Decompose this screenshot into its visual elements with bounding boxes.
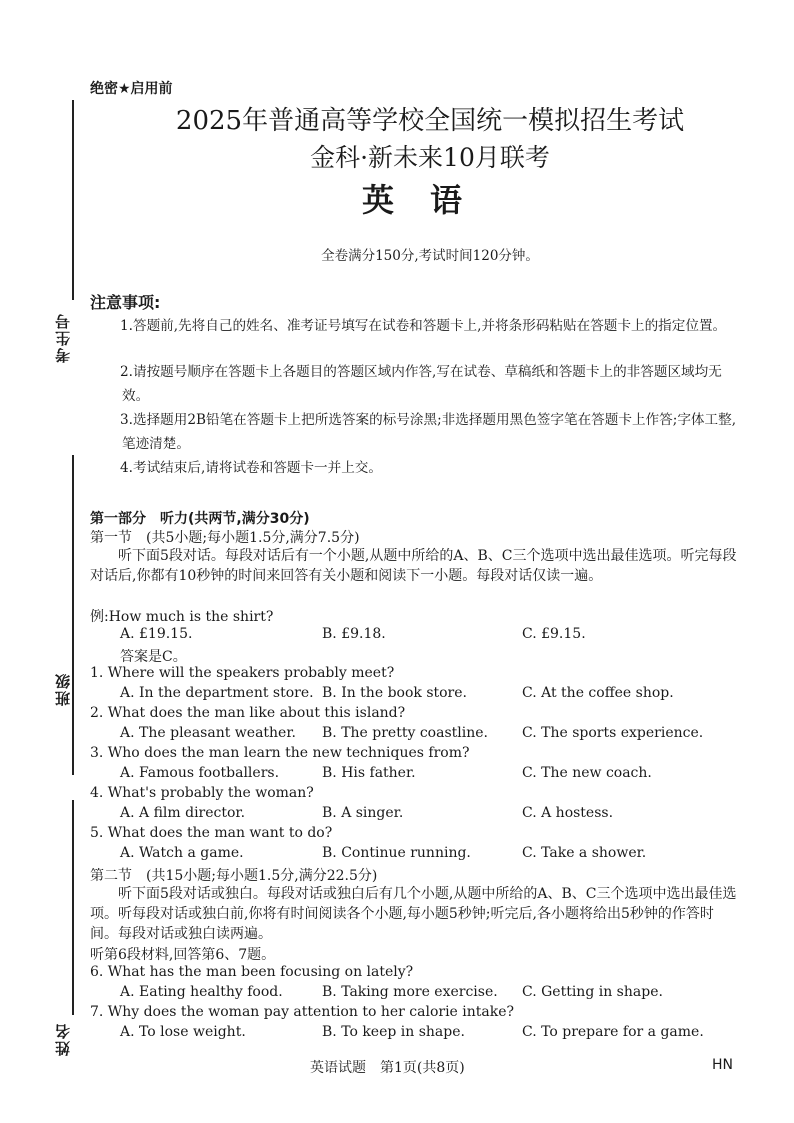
example-option-c: C. £9.15. [522, 626, 586, 642]
q7-option-a: A. To lose weight. [120, 1024, 246, 1040]
q1-option-c: C. At the coffee shop. [522, 685, 674, 701]
exam-number-label: 考生号 [54, 312, 72, 363]
q4-option-b: B. A singer. [322, 805, 404, 821]
material-6-intro: 听第6段材料,回答第6、7题。 [90, 947, 276, 963]
example-question: 例:How much is the shirt? [90, 609, 274, 625]
q7-option-c: C. To prepare for a game. [522, 1024, 704, 1040]
q5-option-b: B. Continue running. [322, 845, 471, 861]
margin-line-middle [72, 455, 74, 775]
question-3: 3. Who does the man learn the new techniques from? [90, 745, 470, 761]
subject-title: 英语 [361, 181, 498, 219]
q4-option-c: C. A hostess. [522, 805, 614, 821]
question-2: 2. What does the man like about this island? [90, 705, 406, 721]
question-7: 7. Why does the woman pay attention to her calorie intake? [90, 1004, 515, 1020]
section2-instructions: 听下面5段对话或独白。每段对话或独白后有几个小题,从题中所给的A、B、C三个选项中选出最佳选项。听每段对话或独白前,你将有时间阅读各个小题,每小题5秒钟;听完后,各小题将给出5秒钟的作答时间。每段对话或独白读两遍。 [90, 886, 737, 942]
section1-title: 第一节 (共5小题;每小题1.5分,满分7.5分) [90, 530, 360, 546]
q3-option-b: B. His father. [322, 765, 416, 781]
section1-instructions: 听下面5段对话。每段对话后有一个小题,从题中所给的A、B、C三个选项中选出最佳选项。听完每段对话后,你都有10秒钟的时间来回答有关小题和阅读下一小题。每段对话仅读一遍。 [90, 548, 737, 584]
part1-title: 第一部分 听力(共两节,满分30分) [90, 511, 310, 527]
question-4: 4. What's probably the woman? [90, 785, 314, 801]
q2-option-b: B. The pretty coastline. [322, 725, 488, 741]
q3-option-c: C. The new coach. [522, 765, 652, 781]
name-label: 姓名 [54, 1022, 72, 1056]
question-1: 1. Where will the speakers probably meet? [90, 665, 395, 681]
q1-option-a: A. In the department store. [120, 685, 314, 701]
score-info: 全卷满分150分,考试时间120分钟。 [321, 248, 539, 264]
q5-option-a: A. Watch a game. [120, 845, 244, 861]
question-6: 6. What has the man been focusing on lately? [90, 964, 414, 980]
notice-item-2: 2.请按题号顺序在答题卡上各题目的答题区域内作答,写在试卷、草稿纸和答题卡上的非答题区域均无效。 [120, 364, 722, 404]
secret-mark: 绝密★启用前 [90, 81, 173, 97]
q3-option-a: A. Famous footballers. [120, 765, 280, 781]
section2-title: 第二节 (共15小题;每小题1.5分,满分22.5分) [90, 868, 378, 884]
margin-line-bottom [72, 800, 74, 1015]
q2-option-c: C. The sports experience. [522, 725, 704, 741]
margin-line-top [72, 100, 74, 300]
q2-option-a: A. The pleasant weather. [120, 725, 296, 741]
region-code: HN [712, 1057, 733, 1073]
page-footer: 英语试题 第1页(共8页) [310, 1060, 465, 1076]
q6-option-c: C. Getting in shape. [522, 984, 663, 1000]
exam-title: 2025年普通高等学校全国统一模拟招生考试 [175, 106, 685, 136]
notice-item-4: 4.考试结束后,请将试卷和答题卡一并上交。 [120, 460, 382, 476]
notice-item-3: 3.选择题用2B铅笔在答题卡上把所选答案的标号涂黑;非选择题用黑色签字笔在答题卡上作答;字体工整,笔迹清楚。 [120, 412, 737, 452]
example-option-a: A. £19.15. [120, 626, 193, 642]
example-answer: 答案是C。 [120, 649, 187, 665]
question-5: 5. What does the man want to do? [90, 825, 333, 841]
notice-item-1: 1.答题前,先将自己的姓名、准考证号填写在试卷和答题卡上,并将条形码粘贴在答题卡上的指定位置。 [120, 318, 727, 334]
example-option-b: B. £9.18. [322, 626, 386, 642]
q6-option-a: A. Eating healthy food. [120, 984, 283, 1000]
exam-subtitle: 金科·新未来10月联考 [310, 143, 550, 172]
class-label: 班级 [54, 672, 72, 706]
q7-option-b: B. To keep in shape. [322, 1024, 465, 1040]
q6-option-b: B. Taking more exercise. [322, 984, 498, 1000]
q4-option-a: A. A film director. [120, 805, 246, 821]
notice-title: 注意事项: [90, 293, 161, 312]
q1-option-b: B. In the book store. [322, 685, 467, 701]
q5-option-c: C. Take a shower. [522, 845, 647, 861]
